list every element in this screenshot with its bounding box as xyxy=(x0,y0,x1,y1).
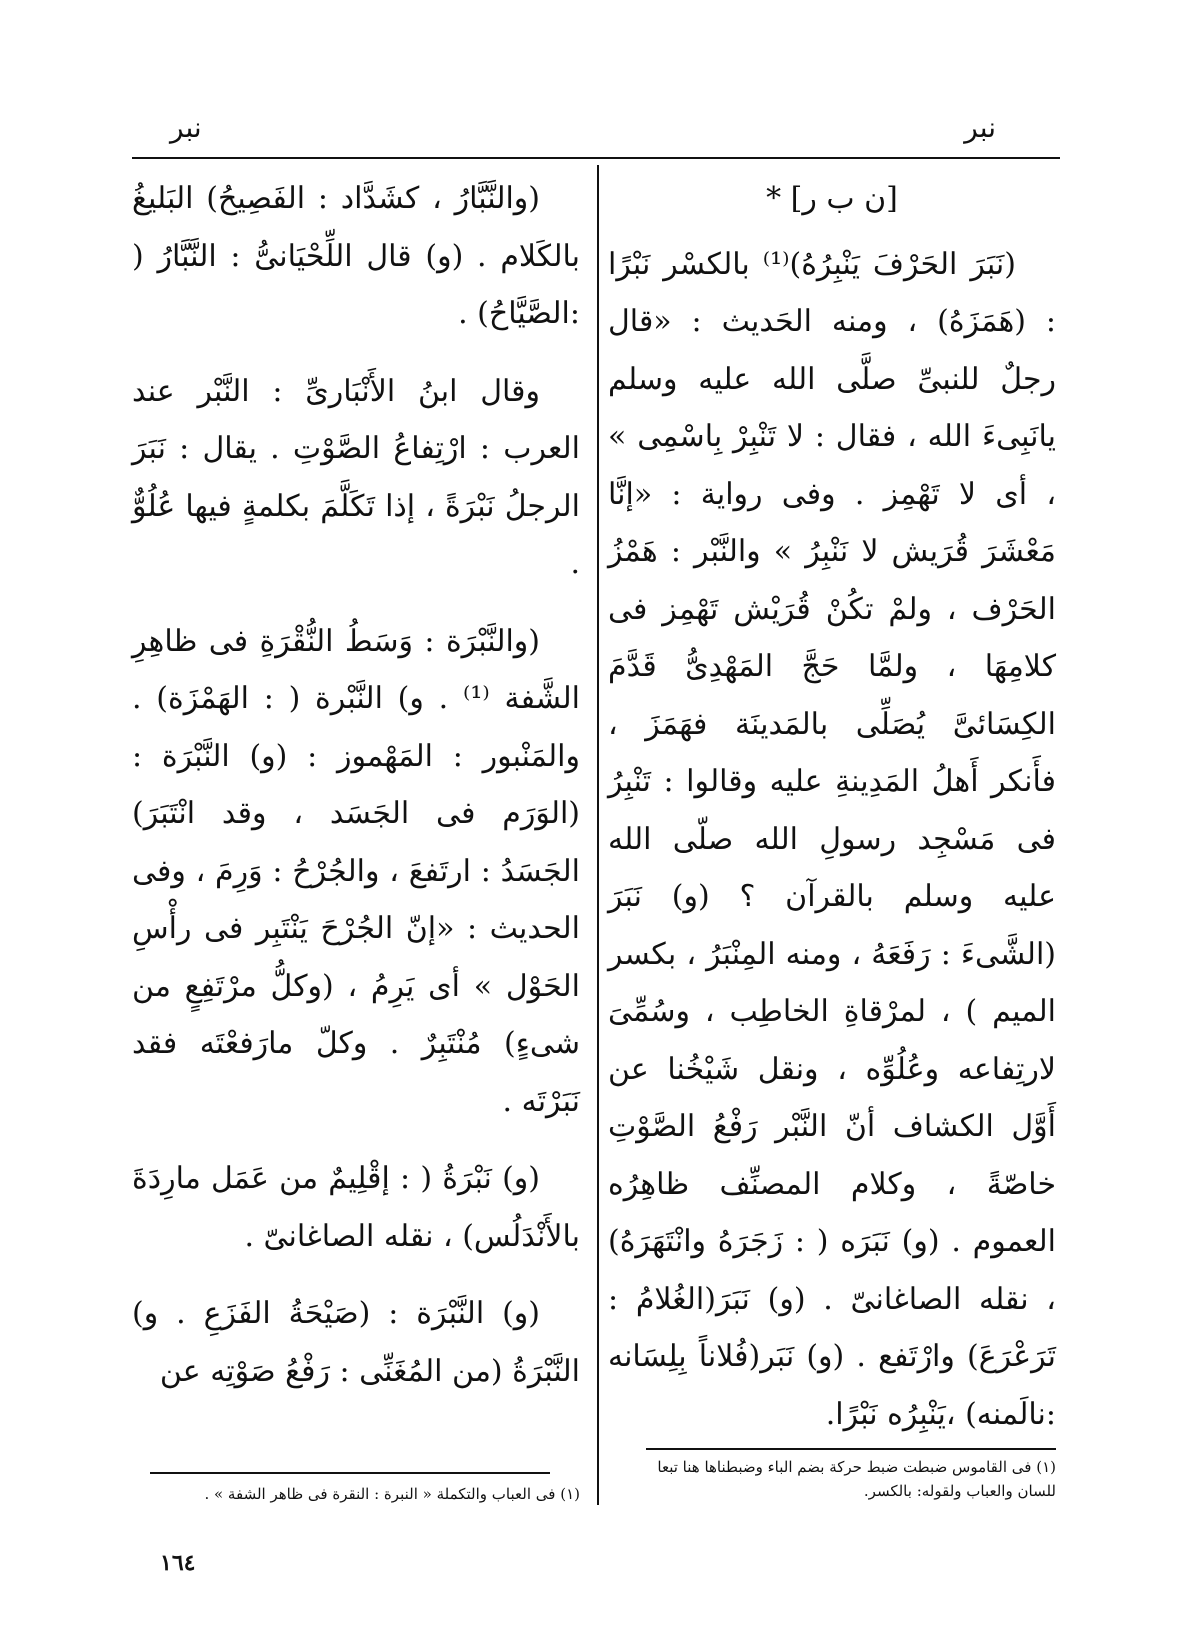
left-paragraph: (و) النَّبْرَة : (صَيْحَةُ الفَزَعِ . و) النَّبْرَةُ (من المُغَنِّى : رَفْعُ صَوْتِه عن xyxy=(132,1296,580,1389)
footnote-right: (١) فى القاموس ضبطت ضبط حركة بضم الباء وضبطناها هنا تبعا للسان والعباب ولقوله: بالكسر. xyxy=(657,1458,1056,1500)
left-paragraph: (والنَّبَّارُ ، كشَدَّاد : الفَصِيحُ) البَليغُ بالكَلام . (و) قال اللِّحْيَانىُّ : النَّبَّارُ ( :الصَّيَّاحُ) . xyxy=(132,181,580,331)
right-column xyxy=(608,170,1056,1453)
running-head-right: نبر xyxy=(964,111,996,144)
column-divider xyxy=(597,165,599,1505)
left-column xyxy=(132,170,580,1410)
left-paragraph: (والنَّبْرَة : وَسَطُ النُّقْرَةِ فى ظاهِرِ الشَّفة ⁽¹⁾ . و) النَّبْرة ( : الهَمْزَة) . والمَنْبور : المَهْموز : (و) النَّبْرَة : (الوَرَم فى الجَسَد ، وقد انْتَبَرَ) الجَسَدُ : ارتَفعَ ، والجُرْحُ : وَرِمَ ، وفى الحديث : «إنّ الجُرْحَ يَنْتَبِر فى رأْسِ الحَوْل » أى يَرِمُ ، (وكلُّ مرْتَفِعٍ من شىءٍ) مُنْتَبِرٌ . وكلّ مارَفعْتَه فقد نَبَرْتَه . xyxy=(132,623,580,1119)
footnote-rule-left xyxy=(150,1472,550,1474)
left-paragraph: وقال ابنُ الأَنْبَارىِّ : النَّبْر عند العرب : ارْتِفاعُ الصَّوْتِ . يقال : نَبَرَ الرجلُ نَبْرَةً ، إذا تَكَلَّمَ بكلمةٍ فيها عُلُوٌّ . xyxy=(132,373,580,581)
left-paragraph: (و) نَبْرَةُ ( : إقْلِيمٌ من عَمَل مارِدَةَ بالأَنْدَلُس) ، نقله الصاغانىّ . xyxy=(132,1161,580,1254)
right-paragraph: (نَبَرَ الحَرْفَ يَنْبِرُهُ)⁽¹⁾ بالكسْر نَبْرًا : (هَمَزَهُ) ، ومنه الحَديث : «قال رجلٌ للنبىِّ صلَّى الله عليه وسلم يانَبِىءَ الله ، فقال : لا تَنْبِرْ بِاسْمِى » ، أى لا تَهْمِز . وفى رواية : «إنَّا مَعْشَرَ قُرَيش لا نَنْبِرُ » والنَّبْر : هَمْزُ الحَرْف ، ولمْ تكُنْ قُرَيْش تَهْمِز فى كلامِهَا ، ولمَّا حَجَّ المَهْدِىُّ قَدَّمَ الكِسَائىَّ يُصَلِّى بالمَدينَة فهَمَزَ ، فأَنكر أَهلُ المَدِينةِ عليه وقالوا : تَنْبِرُ فى مَسْجِد رسولِ الله صلّى الله عليه وسلم بالقرآن ؟ (و) نَبَرَ (الشَّىءَ : رَفَعَهُ ، ومنه المِنْبَرُ ، بكسر الميم ) ، لمرْقاةِ الخاطِب ، وسُمِّىَ لارتِفاعه وعُلُوِّه ، ونقل شَيْخُنا عن أَوَّل الكشاف أنّ النَّبْر رَفْعُ الصَّوْتِ خاصّةً ، وكلام المصنِّف ظاهِرُه العموم . (و) نَبَرَه ( : زَجَرَهُ وانْتَهَرَهُ) ، نقله الصاغانىّ . (و) نَبَرَ(الغُلامُ : تَرَعْرَعَ) وارْتَفع . (و) نَبَر(فُلاناً بِلِسَانه :نالَمنه) ،يَنْبِرُه نَبْرًا. xyxy=(608,246,1056,1432)
entry-heading: [ن ب ر] * xyxy=(766,181,898,216)
footnote-rule-right xyxy=(646,1448,1056,1450)
running-head-left: نبر xyxy=(170,111,202,144)
footnote-left: (١) فى العباب والتكملة « النبرة : النقرة فى ظاهر الشفة » . xyxy=(204,1485,580,1503)
page-number: ١٦٤ xyxy=(160,1550,196,1576)
header-rule xyxy=(132,157,1060,159)
